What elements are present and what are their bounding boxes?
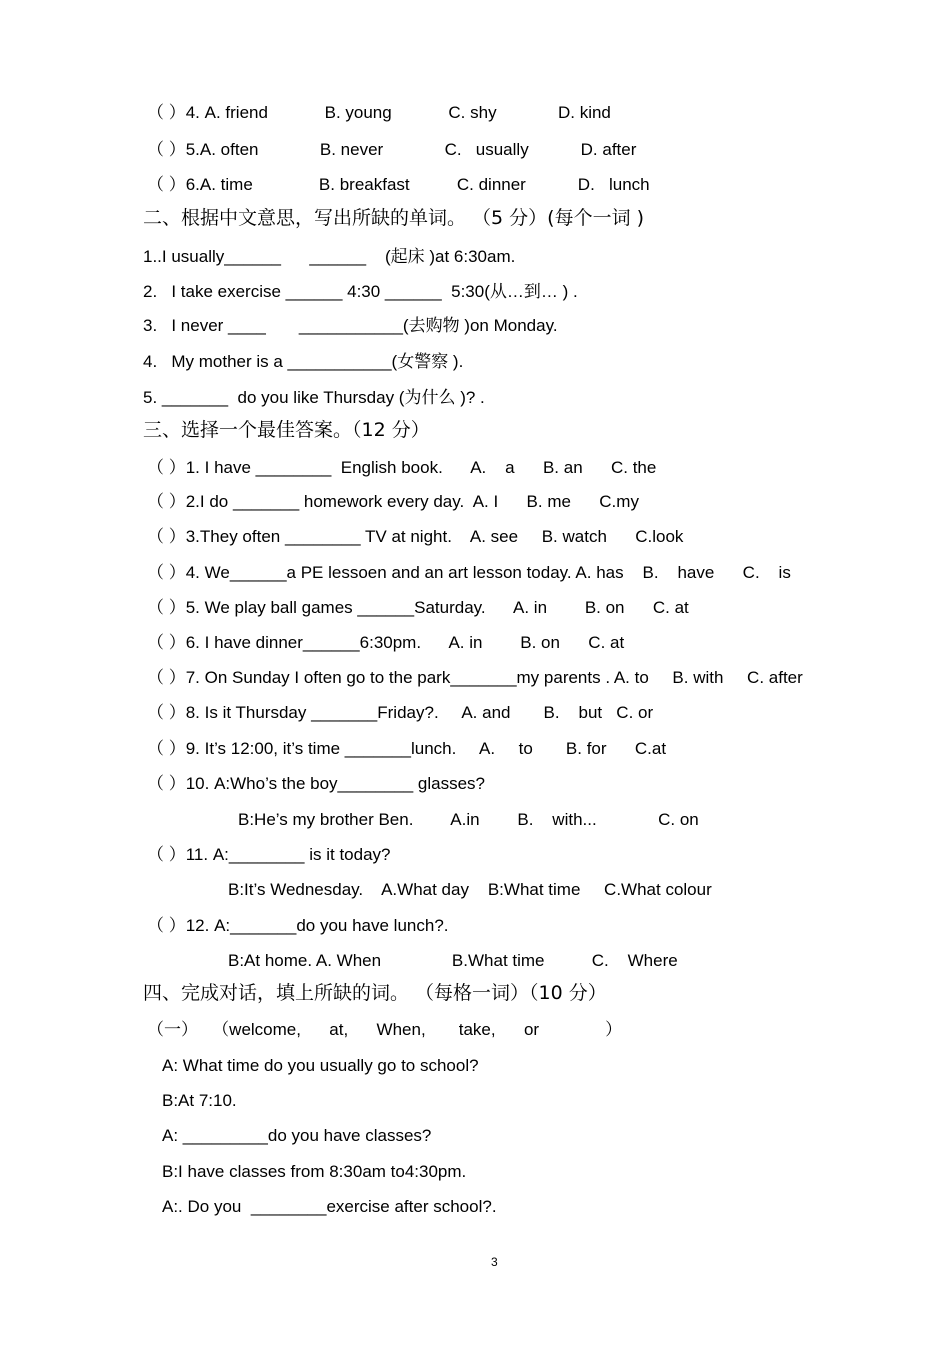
q3-12-options: B:At home. A. When B.What time C. Where bbox=[228, 951, 678, 970]
q3-6: （ ）6. I have dinner______6:30pm. A. in B. on C. at bbox=[147, 633, 625, 652]
q3-10: （ ）10. A:Who’s the boy________ glasses? bbox=[147, 774, 486, 793]
q3-11-options: B:It’s Wednesday. A.What day B:What time C.What colour bbox=[228, 880, 712, 899]
section-2-heading: 二、根据中文意思，写出所缺的单词。 （5 分）(每个一词 ) bbox=[143, 207, 645, 229]
q3-8: （ ）8. Is it Thursday _______Friday?. A. and B. but C. or bbox=[147, 703, 654, 722]
q1-6-options: （ ）6.A. time B. breakfast C. dinner D. lunch bbox=[147, 175, 650, 194]
q2-3: 3. I never ____ ___________(去购物 )on Monday. bbox=[143, 316, 558, 335]
q3-2: （ ）2.I do _______ homework every day. A. I B. me C.my bbox=[147, 492, 639, 511]
dialogue-line-5: A:. Do you ________exercise after school?. bbox=[162, 1197, 497, 1216]
q3-3: （ ）3.They often ________ TV at night. A. see B. watch C.look bbox=[147, 527, 684, 546]
page-number: 3 bbox=[491, 1255, 498, 1269]
q2-5: 5. _______ do you like Thursday (为什么 )? . bbox=[143, 388, 485, 407]
q2-2: 2. I take exercise ______ 4:30 ______ 5:30(从…到… ) . bbox=[143, 282, 578, 301]
q3-5: （ ）5. We play ball games ______Saturday. A. in B. on C. at bbox=[147, 598, 689, 617]
q3-11: （ ）11. A:________ is it today? bbox=[147, 845, 391, 864]
section-4-heading: 四、完成对话，填上所缺的词。 （每格一词）（10 分） bbox=[143, 982, 607, 1004]
dialogue-line-3: A: _________do you have classes? bbox=[162, 1126, 432, 1145]
q3-9: （ ）9. It’s 12:00, it’s time _______lunch. A. to B. for C.at bbox=[147, 739, 667, 758]
dialogue-line-4: B:I have classes from 8:30am to4:30pm. bbox=[162, 1162, 467, 1181]
q3-1: （ ）1. I have ________ English book. A. a B. an C. the bbox=[147, 458, 657, 477]
q3-12: （ ）12. A:_______do you have lunch?. bbox=[147, 916, 449, 935]
dialogue-line-1: A: What time do you usually go to school? bbox=[162, 1056, 479, 1075]
dialogue-line-2: B:At 7:10. bbox=[162, 1091, 237, 1110]
q2-4: 4. My mother is a ___________(女警察 ). bbox=[143, 352, 464, 371]
q1-5-options: （ ）5.A. often B. never C. usually D. after bbox=[147, 140, 637, 159]
q3-7: （ ）7. On Sunday I often go to the park_______my parents . A. to B. with C. after bbox=[147, 668, 803, 687]
q3-10-options: B:He’s my brother Ben. A.in B. with... C. on bbox=[238, 810, 699, 829]
q3-4: （ ）4. We______a PE lessoen and an art lesson today. A. has B. have C. is bbox=[147, 563, 791, 582]
word-bank: （一） （welcome, at, When, take, or ） bbox=[147, 1020, 623, 1039]
q1-4-options: （ ）4. A. friend B. young C. shy D. kind bbox=[147, 103, 611, 122]
q2-1: 1..I usually______ ______ (起床 )at 6:30am. bbox=[143, 247, 516, 266]
section-3-heading: 三、选择一个最佳答案。（12 分） bbox=[143, 419, 430, 441]
